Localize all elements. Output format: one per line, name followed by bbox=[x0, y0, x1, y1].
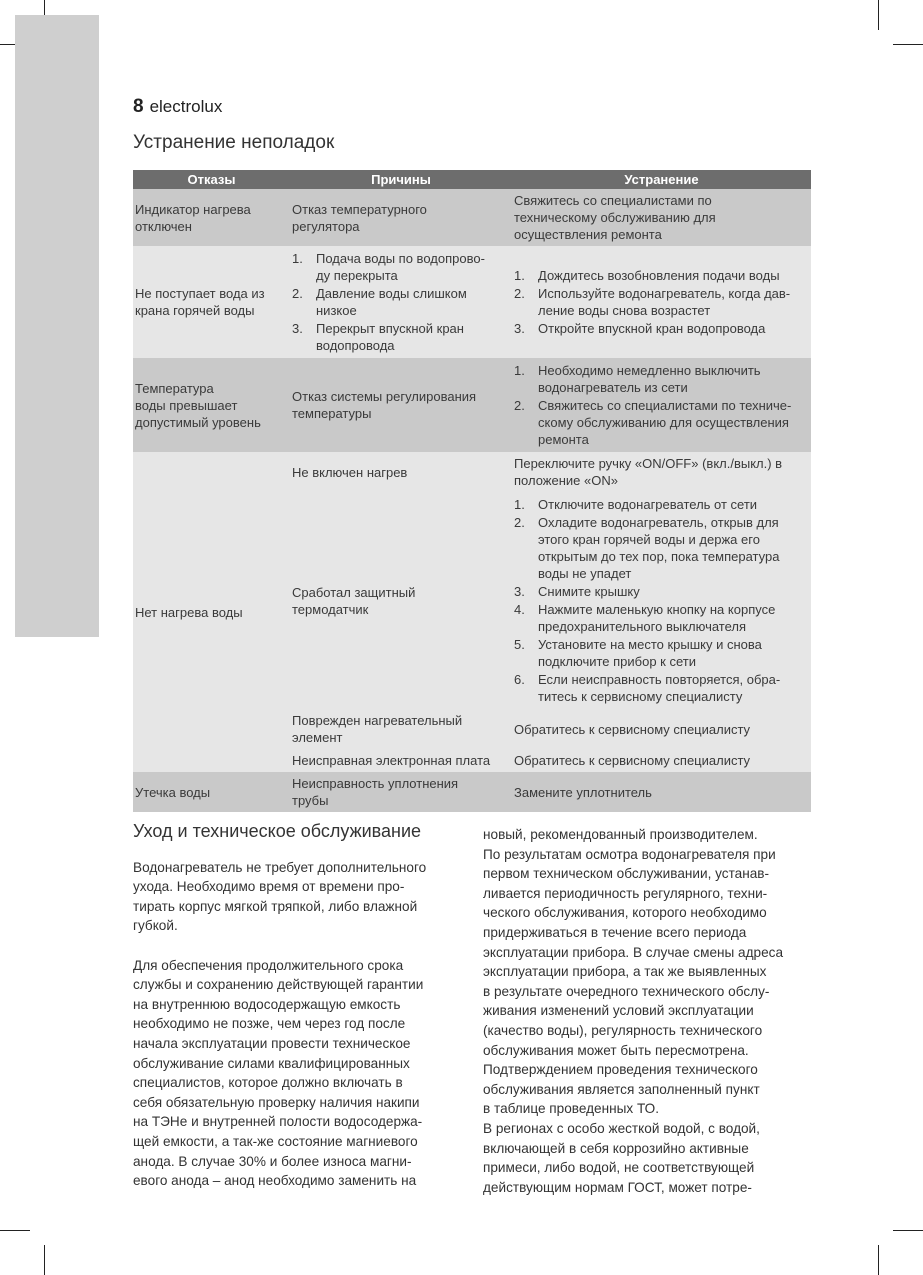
text-line: Используйте водонагреватель, когда дав- bbox=[538, 286, 791, 301]
item-text bbox=[538, 514, 779, 582]
text-line: Не поступает вода из bbox=[135, 286, 265, 301]
text-line: ческого обслуживания, которого необходимо bbox=[483, 905, 767, 921]
item-number: 2. bbox=[514, 286, 525, 301]
text-line: Температура bbox=[135, 380, 214, 396]
list-item bbox=[292, 320, 510, 354]
item-number: 6. bbox=[514, 672, 525, 687]
text-line: живания изменений условий эксплуатации bbox=[483, 1003, 754, 1019]
list-item bbox=[292, 285, 510, 319]
text-line: ухода. Необходимо время от времени про- bbox=[133, 879, 405, 895]
item-number: 4. bbox=[514, 602, 525, 617]
cause-cell bbox=[290, 189, 512, 246]
list-item bbox=[514, 397, 809, 448]
text-line: в таблице проведенных ТО. bbox=[483, 1101, 660, 1117]
text-line: Нет нагрева воды bbox=[135, 604, 243, 620]
text-line: регулятора bbox=[292, 218, 360, 234]
text-line: эксплуатации прибора, а так же выявленных bbox=[483, 964, 767, 980]
text-line: крана горячей воды bbox=[135, 303, 255, 318]
text-line: Сработал защитный bbox=[292, 584, 416, 600]
text-line: анода. В случае 30% и более износа магни- bbox=[133, 1153, 412, 1169]
fault-cell bbox=[133, 189, 290, 246]
text-line: допустимый уровень bbox=[135, 414, 261, 430]
text-line: ление воды снова возрастет bbox=[538, 303, 711, 318]
item-text bbox=[538, 601, 775, 635]
crop-mark bbox=[878, 1245, 879, 1275]
text-line: водопровода bbox=[316, 338, 395, 353]
fix-cell bbox=[512, 189, 811, 246]
table-header-row bbox=[133, 170, 811, 189]
text-line: евого анода – анод необходимо заменить на bbox=[133, 1173, 417, 1189]
text-line: начала эксплуатации провести техническое bbox=[133, 1035, 411, 1051]
item-text bbox=[538, 636, 762, 670]
text-line: Необходимо немедленно выключить bbox=[538, 363, 761, 378]
text-line: Водонагреватель не требует дополнительного bbox=[133, 859, 427, 875]
text-line: Обратитесь к сервисному специалисту bbox=[514, 753, 751, 768]
text-line: Перекрыт впускной кран bbox=[316, 321, 464, 336]
text-line: обслуживание силами квалифицированных bbox=[133, 1055, 410, 1071]
crop-mark bbox=[893, 1230, 923, 1231]
text-line: Откройте впускной кран водопровода bbox=[538, 321, 766, 336]
text-line: Свяжитесь со специалистами по bbox=[514, 193, 712, 208]
item-number: 3. bbox=[514, 584, 525, 599]
text-line: Дождитесь возобновления подачи воды bbox=[538, 268, 780, 283]
text-line: подключите прибор к сети bbox=[538, 654, 696, 669]
cause-cell bbox=[290, 358, 512, 452]
section-title: Устранение неполадок bbox=[133, 132, 335, 153]
text-line: Замените уплотнитель bbox=[514, 784, 652, 800]
list-item bbox=[292, 250, 510, 284]
item-text bbox=[538, 583, 640, 600]
page-header bbox=[133, 96, 222, 118]
paragraph bbox=[133, 858, 463, 936]
text-line: Не включен нагрев bbox=[292, 464, 408, 480]
text-line: первом техническом обслуживании, устанав- bbox=[483, 866, 770, 882]
list-item bbox=[514, 636, 809, 670]
item-number: 5. bbox=[514, 637, 525, 652]
text-line: температуры bbox=[292, 406, 372, 421]
text-line: новый, рекомендованный производителем. bbox=[483, 827, 758, 842]
text-line: действующим нормам ГОСТ, может потре- bbox=[483, 1179, 752, 1195]
list-item bbox=[514, 285, 809, 319]
fix-cell bbox=[512, 772, 811, 812]
text-line: необходимо не позже, чем через год после bbox=[133, 1016, 406, 1032]
fault-cell bbox=[133, 246, 290, 358]
cause-cell bbox=[290, 709, 512, 749]
text-line: Подача воды по водопрово- bbox=[316, 251, 485, 266]
item-text bbox=[538, 496, 757, 513]
item-text bbox=[538, 285, 790, 319]
text-line: Индикатор нагрева bbox=[135, 201, 251, 217]
fix-cell bbox=[512, 749, 811, 772]
text-line: осуществления ремонта bbox=[514, 227, 662, 242]
list-item bbox=[514, 320, 809, 337]
maintenance-left-column bbox=[133, 822, 463, 1210]
text-line: на внутреннюю водосодержащую емкость bbox=[133, 996, 401, 1012]
text-line: Неисправность уплотнения bbox=[292, 776, 459, 791]
item-number: 2. bbox=[292, 286, 303, 301]
troubleshooting-table bbox=[133, 170, 811, 812]
side-tab-bar bbox=[15, 15, 99, 637]
crop-mark bbox=[878, 0, 879, 30]
cause-cell bbox=[290, 492, 512, 709]
item-text bbox=[316, 285, 467, 319]
text-line: Для обеспечения продолжительного срока bbox=[133, 957, 404, 973]
text-line: Неисправная электронная плата bbox=[292, 753, 491, 768]
list-item bbox=[514, 671, 809, 705]
text-line: Обратитесь к сервисному специалисту bbox=[514, 721, 751, 737]
fix-cell bbox=[512, 709, 811, 749]
crop-mark bbox=[44, 1245, 45, 1275]
text-line: эксплуатации прибора. В случае смены адреса bbox=[483, 944, 784, 960]
fault-cell bbox=[133, 358, 290, 452]
text-line: себя обязательную проверку наличия накипи bbox=[133, 1094, 420, 1110]
item-number: 3. bbox=[292, 321, 303, 336]
text-line: открытым до тех пор, пока температура bbox=[538, 549, 780, 564]
table-row bbox=[133, 358, 811, 452]
crop-mark bbox=[893, 44, 923, 45]
text-line: элемент bbox=[292, 730, 343, 745]
text-line: щей емкости, а так-же состояние магниевого bbox=[133, 1133, 418, 1149]
maintenance-right-column bbox=[483, 825, 813, 1197]
fix-cell bbox=[512, 358, 811, 452]
text-line: тирать корпус мягкой тряпкой, либо влажной bbox=[133, 898, 418, 914]
text-line: термодатчик bbox=[292, 601, 369, 617]
text-line: воды не упадет bbox=[538, 566, 632, 581]
list-item bbox=[514, 496, 809, 513]
item-text bbox=[316, 320, 464, 354]
list-item bbox=[514, 362, 809, 396]
text-line: воды превышает bbox=[135, 397, 238, 413]
text-line: Нажмите маленькую кнопку на корпусе bbox=[538, 602, 776, 617]
item-number: 1. bbox=[514, 268, 525, 283]
paragraph bbox=[133, 956, 463, 1191]
fix-cell bbox=[512, 452, 811, 492]
text-line: ремонта bbox=[538, 432, 589, 447]
text-line: титесь к сервисному специалисту bbox=[538, 689, 743, 704]
text-line: примеси, либо водой, не соответствующей bbox=[483, 1160, 755, 1176]
item-text bbox=[316, 250, 485, 284]
text-line: включающей в себя коррозийно активные bbox=[483, 1140, 749, 1156]
item-number: 2. bbox=[514, 398, 525, 413]
text-line: отключен bbox=[135, 218, 192, 234]
text-line: Если неисправность повторяется, обра- bbox=[538, 672, 781, 687]
item-text bbox=[538, 671, 780, 705]
text-line: придерживаться в течение всего периода bbox=[483, 924, 747, 940]
column-header: Причины bbox=[290, 170, 512, 189]
fault-cell bbox=[133, 452, 290, 772]
item-number: 1. bbox=[292, 251, 303, 266]
text-line: Утечка воды bbox=[135, 784, 211, 800]
text-line: водонагреватель из сети bbox=[538, 380, 688, 395]
item-number: 1. bbox=[514, 497, 525, 512]
text-line: скому обслуживанию для осуществления bbox=[538, 415, 789, 430]
text-line: в результате очередного технического обслу- bbox=[483, 983, 770, 999]
item-text bbox=[538, 267, 780, 284]
cause-cell bbox=[290, 772, 512, 812]
text-line: техническому обслуживанию для bbox=[514, 210, 716, 225]
fault-cell bbox=[133, 772, 290, 812]
page-number: 8 bbox=[133, 96, 144, 117]
text-line: этого кран горячей воды и держа его bbox=[538, 532, 760, 547]
text-line: Охладите водонагреватель, открыв для bbox=[538, 515, 779, 530]
text-line: Переключите ручку «ON/OFF» (вкл./выкл.) в bbox=[514, 456, 783, 471]
list-item bbox=[514, 267, 809, 284]
column-header: Отказы bbox=[133, 170, 290, 189]
text-line: В регионах с особо жесткой водой, с водой, bbox=[483, 1120, 760, 1136]
text-line: Установите на место крышку и снова bbox=[538, 637, 762, 652]
cause-cell bbox=[290, 246, 512, 358]
text-line: обслуживания может быть пересмотрена. bbox=[483, 1042, 749, 1058]
item-text bbox=[538, 397, 791, 448]
text-line: губкой. bbox=[133, 918, 178, 934]
item-text bbox=[538, 362, 761, 396]
text-line: предохранительного выключателя bbox=[538, 619, 747, 634]
text-line: службы и сохранению действующей гарантии bbox=[133, 977, 424, 993]
list-item bbox=[514, 514, 809, 582]
table-row bbox=[133, 772, 811, 812]
brand-name: electrolux bbox=[149, 97, 223, 116]
text-line: на ТЭНе и внутренней полости водосодержа- bbox=[133, 1114, 423, 1130]
text-line: Подтверждением проведения технического bbox=[483, 1062, 758, 1078]
item-text bbox=[538, 320, 765, 337]
item-number: 1. bbox=[514, 363, 525, 378]
cause-cell bbox=[290, 749, 512, 772]
table-row bbox=[133, 452, 811, 492]
text-line: Снимите крышку bbox=[538, 584, 640, 599]
crop-mark bbox=[0, 1230, 30, 1231]
table-row bbox=[133, 189, 811, 246]
list-item bbox=[514, 601, 809, 635]
text-line: Отключите водонагреватель от сети bbox=[538, 497, 758, 512]
list-item bbox=[514, 583, 809, 600]
text-line: Отказ температурного bbox=[292, 201, 427, 217]
column-header: Устранение bbox=[512, 170, 811, 189]
text-line: По результатам осмотра водонагревателя при bbox=[483, 846, 776, 862]
text-line: Давление воды слишком bbox=[316, 286, 467, 301]
text-line: ливается периодичность регулярного, техни- bbox=[483, 885, 768, 901]
fix-cell bbox=[512, 246, 811, 358]
item-number: 2. bbox=[514, 515, 525, 530]
text-line: положение «ON» bbox=[514, 473, 618, 488]
section-heading: Уход и техническое обслуживание bbox=[133, 821, 422, 841]
text-line: обслуживания является заполненный пункт bbox=[483, 1081, 760, 1097]
fix-cell bbox=[512, 492, 811, 709]
text-line: специалистов, которое должно включать в bbox=[133, 1075, 403, 1091]
text-line: Свяжитесь со специалистами по техниче- bbox=[538, 398, 792, 413]
text-line: трубы bbox=[292, 793, 329, 808]
cause-cell bbox=[290, 452, 512, 492]
text-line: низкое bbox=[316, 303, 357, 318]
item-number: 3. bbox=[514, 321, 525, 336]
text-line: Поврежден нагревательный bbox=[292, 713, 463, 728]
table-row bbox=[133, 246, 811, 358]
text-line: Отказ системы регулирования bbox=[292, 389, 477, 404]
text-line: ду перекрыта bbox=[316, 268, 398, 283]
text-line: (качество воды), регулярность технического bbox=[483, 1022, 763, 1038]
